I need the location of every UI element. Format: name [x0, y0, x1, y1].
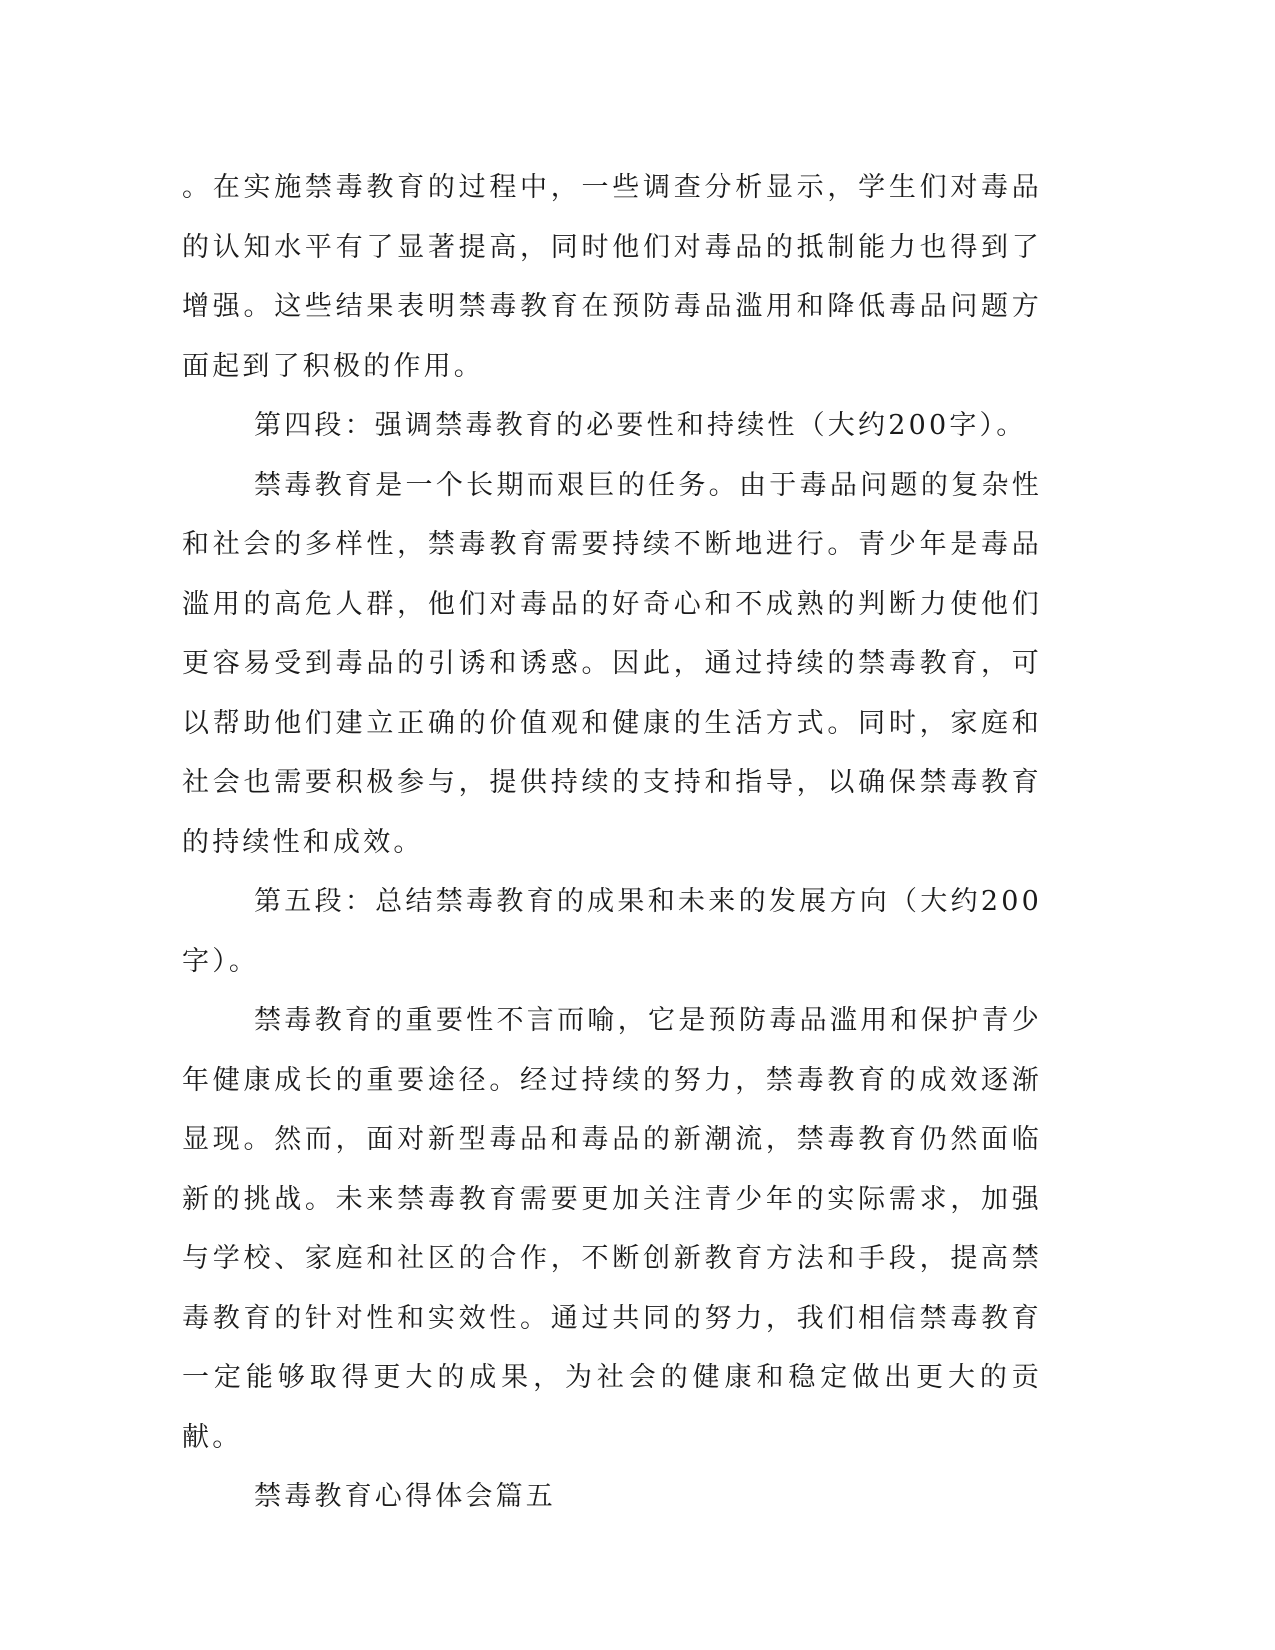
paragraph-section-4: 禁毒教育是一个长期而艰巨的任务。由于毒品问题的复杂性和社会的多样性，禁毒教育需要持续不断地进行。青少年是毒品滥用的高危人群，他们对毒品的好奇心和不成熟的判断力使他们更容易受到毒品的引诱和诱惑。因此，通过持续的禁毒教育，可以帮助他们建立正确的价值观和健康的生活方式。同时，家庭和社会也需要积极参与，提供持续的支持和指导，以确保禁毒教育的持续性和成效。 [182, 469, 1042, 858]
section-heading-5: 第五段：总结禁毒教育的成果和未来的发展方向（大约200字）。 [182, 886, 1042, 977]
paragraph-continuation: 。在实施禁毒教育的过程中，一些调查分析显示，学生们对毒品的认知水平有了显著提高，同时他们对毒品的抵制能力也得到了增强。这些结果表明禁毒教育在预防毒品滥用和降低毒品问题方面起到了积极的作用。 [182, 172, 1042, 382]
document-body [182, 158, 1042, 1527]
section-heading-4: 第四段：强调禁毒教育的必要性和持续性（大约200字）。 [254, 410, 1027, 441]
paragraph-section-5: 禁毒教育的重要性不言而喻，它是预防毒品滥用和保护青少年健康成长的重要途径。经过持续的努力，禁毒教育的成效逐渐显现。然而，面对新型毒品和毒品的新潮流，禁毒教育仍然面临新的挑战。未来禁毒教育需要更加关注青少年的实际需求，加强与学校、家庭和社区的合作，不断创新教育方法和手段，提高禁毒教育的针对性和实效性。通过共同的努力，我们相信禁毒教育一定能够取得更大的成果，为社会的健康和稳定做出更大的贡献。 [182, 1005, 1042, 1453]
article-title-part-5: 禁毒教育心得体会篇五 [254, 1481, 556, 1512]
